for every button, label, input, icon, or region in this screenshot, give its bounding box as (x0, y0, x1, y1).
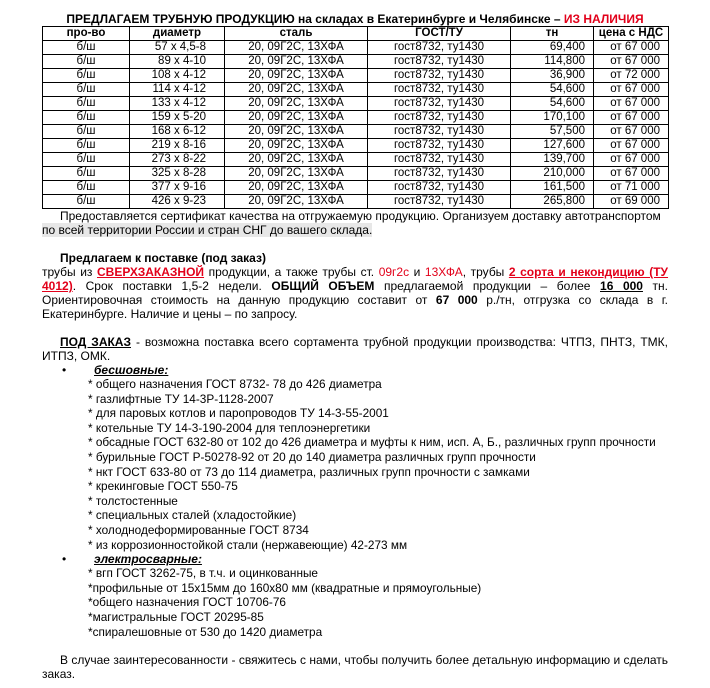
table-row (43, 153, 669, 167)
cell-tonnage: 54,600 (511, 83, 594, 97)
list-item: * газлифтные ТУ 14-3Р-1128-2007 (88, 391, 274, 406)
list-item: * из коррозионностойкой стали (нержавеющие) 42-273 мм (88, 537, 408, 552)
supply-second-grade: 2 сорта и некондицию (ТУ 4012) (42, 265, 669, 293)
stock-table (42, 26, 669, 209)
cell-standard: гост8732, ту1430 (368, 69, 511, 83)
cell-producer: б/ш (43, 97, 130, 111)
cell-producer: б/ш (43, 153, 130, 167)
order-lead: ПОД ЗАКАЗ (60, 335, 131, 349)
certificate-paragraph (42, 209, 668, 237)
list-item: *профильные от 15х15мм до 160х80 мм (квадратные и прямоугольные) (88, 580, 482, 595)
cell-diameter: 426 х 9-23 (130, 195, 225, 209)
cell-tonnage: 69,400 (511, 41, 594, 55)
cell-tonnage: 127,600 (511, 139, 594, 153)
cell-tonnage: 139,700 (511, 153, 594, 167)
offer-title (42, 12, 668, 26)
supply-text: трубы из (42, 265, 97, 279)
cell-price: от 72 000 (594, 69, 669, 83)
supply-text: , трубы (462, 265, 509, 279)
cell-tonnage: 210,000 (511, 167, 594, 181)
cell-price: от 67 000 (594, 41, 669, 55)
cell-standard: гост8732, ту1430 (368, 55, 511, 69)
supply-paragraph (42, 265, 668, 321)
list-item: *магистральные ГОСТ 20295-85 (88, 609, 264, 624)
cell-steel: 20, 09Г2С, 13ХФА (225, 167, 368, 181)
list-item: * для паровых котлов и паропроводов ТУ 14-3-55-2001 (88, 406, 389, 421)
offer-title-main: ПРЕДЛАГАЕМ ТРУБНУЮ ПРОДУКЦИЮ на складах в Екатеринбурге и Челябинске – (66, 12, 564, 26)
cell-diameter: 168 х 6-12 (130, 125, 225, 139)
cell-price: от 69 000 (594, 195, 669, 209)
table-row (43, 125, 669, 139)
list-item: * крекинговые ГОСТ 550-75 (88, 479, 238, 494)
cell-producer: б/ш (43, 41, 130, 55)
cell-producer: б/ш (43, 111, 130, 125)
cell-standard: гост8732, ту1430 (368, 83, 511, 97)
cell-standard: гост8732, ту1430 (368, 195, 511, 209)
header-diameter: диаметр (130, 27, 225, 41)
welded-heading-label: электросварные: (94, 552, 202, 567)
cell-steel: 20, 09Г2С, 13ХФА (225, 55, 368, 69)
supply-text: тн. Ориентировочная стоимость на данную продукцию составит от (42, 279, 669, 307)
table-row (43, 167, 669, 181)
cell-steel: 20, 09Г2С, 13ХФА (225, 153, 368, 167)
seamless-list (42, 363, 668, 552)
supply-price-value: 67 000 (435, 293, 478, 307)
closing-paragraph: В случае заинтересованности - свяжитесь с нами, чтобы получить более детальную информацию и сделать заказ. (42, 653, 668, 682)
list-item: * вгп ГОСТ 3262-75, в т.ч. и оцинкованные (88, 566, 318, 581)
cell-price: от 67 000 (594, 167, 669, 181)
list-item: * общего назначения ГОСТ 8732- 78 до 426 диаметра (88, 377, 382, 391)
order-paragraph (42, 335, 668, 363)
cell-tonnage: 57,500 (511, 125, 594, 139)
cell-steel: 20, 09Г2С, 13ХФА (225, 83, 368, 97)
list-item: * холоднодеформированные ГОСТ 8734 (88, 522, 309, 537)
table-header-row (43, 27, 669, 41)
table-row (43, 195, 669, 209)
cell-price: от 67 000 (594, 111, 669, 125)
header-standard: ГОСТ/ТУ (368, 27, 511, 41)
list-item: * нкт ГОСТ 633-80 от 73 до 114 диаметра, различных групп прочности с замками (88, 464, 530, 479)
cell-diameter: 89 х 4-10 (130, 55, 225, 69)
supply-heading: Предлагаем к поставке (под заказ) (60, 251, 266, 265)
table-row (43, 69, 669, 83)
list-item: * котельные ТУ 14-3-190-2004 для теплоэнергетики (88, 420, 371, 435)
supply-text: и (409, 265, 425, 279)
seamless-heading (42, 363, 668, 377)
table-row (43, 139, 669, 153)
cell-producer: б/ш (43, 195, 130, 209)
supply-steel-09g2s: 09г2с (378, 265, 410, 279)
header-price: цена с НДС (594, 27, 669, 41)
cell-diameter: 273 х 8-22 (130, 153, 225, 167)
cell-steel: 20, 09Г2С, 13ХФА (225, 69, 368, 83)
header-tonnage: тн (511, 27, 594, 41)
cell-producer: б/ш (43, 167, 130, 181)
supply-text: предлагаемой продукции – более (374, 279, 601, 293)
cell-producer: б/ш (43, 83, 130, 97)
supply-text: . Срок поставки 1,5-2 недели. (72, 279, 272, 293)
cell-diameter: 108 х 4-12 (130, 69, 225, 83)
list-item: *общего назначения ГОСТ 10706-76 (88, 595, 286, 610)
supply-overorder: СВЕРХЗАКАЗНОЙ (97, 265, 205, 279)
header-steel: сталь (225, 27, 368, 41)
cell-producer: б/ш (43, 181, 130, 195)
supply-steel-13hfa: 13ХФА (424, 265, 463, 279)
cell-producer: б/ш (43, 125, 130, 139)
cell-steel: 20, 09Г2С, 13ХФА (225, 111, 368, 125)
bullet-icon: • (62, 363, 67, 377)
cell-standard: гост8732, ту1430 (368, 139, 511, 153)
cell-diameter: 219 х 8-16 (130, 139, 225, 153)
supply-volume-value: 16 000 (600, 279, 643, 293)
table-row (43, 111, 669, 125)
cell-price: от 67 000 (594, 83, 669, 97)
cell-price: от 71 000 (594, 181, 669, 195)
list-item: * специальных сталей (хладостойкие) (88, 508, 297, 523)
cell-standard: гост8732, ту1430 (368, 41, 511, 55)
cell-price: от 67 000 (594, 97, 669, 111)
cell-steel: 20, 09Г2С, 13ХФА (225, 125, 368, 139)
cell-standard: гост8732, ту1430 (368, 181, 511, 195)
cell-producer: б/ш (43, 69, 130, 83)
cell-tonnage: 170,100 (511, 111, 594, 125)
cell-tonnage: 161,500 (511, 181, 594, 195)
cell-steel: 20, 09Г2С, 13ХФА (225, 195, 368, 209)
cell-producer: б/ш (43, 139, 130, 153)
cell-diameter: 57 х 4,5-8 (130, 41, 225, 55)
cell-tonnage: 36,900 (511, 69, 594, 83)
list-item: * толстостенные (88, 493, 178, 508)
order-text: - возможна поставка всего сортамента трубной продукции производства: ЧТПЗ, ПНТЗ, ТМК, ИТПЗ, ОМК. (42, 335, 669, 363)
bullet-icon: • (62, 552, 67, 567)
cell-price: от 67 000 (594, 55, 669, 69)
cell-diameter: 325 х 8-28 (130, 167, 225, 181)
supply-text: р./тн, отгрузка со склада в г. Екатеринбурге. Наличие и цены – по запросу. (42, 293, 668, 321)
offer-title-accent: ИЗ НАЛИЧИЯ (563, 12, 644, 26)
table-row (43, 97, 669, 111)
list-item: *спиралешовные от 530 до 1420 диаметра (88, 624, 323, 639)
cell-steel: 20, 09Г2С, 13ХФА (225, 97, 368, 111)
cell-standard: гост8732, ту1430 (368, 125, 511, 139)
cell-price: от 67 000 (594, 125, 669, 139)
cell-standard: гост8732, ту1430 (368, 153, 511, 167)
cell-tonnage: 265,800 (511, 195, 594, 209)
cell-diameter: 159 х 5-20 (130, 111, 225, 125)
table-row (43, 41, 669, 55)
header-producer: про-во (43, 27, 130, 41)
cell-price: от 67 000 (594, 153, 669, 167)
welded-list (42, 552, 668, 639)
cell-producer: б/ш (43, 55, 130, 69)
list-item: * бурильные ГОСТ Р-50278-92 от 20 до 140 диаметра различных групп прочности (88, 449, 536, 464)
cell-steel: 20, 09Г2С, 13ХФА (225, 181, 368, 195)
cell-standard: гост8732, ту1430 (368, 97, 511, 111)
cell-standard: гост8732, ту1430 (368, 111, 511, 125)
cell-tonnage: 114,800 (511, 55, 594, 69)
table-row (43, 55, 669, 69)
document-page (42, 0, 668, 681)
certificate-line-1: Предоставляется сертификат качества на отгружаемую продукцию. Организуем доставку автотранспортом (60, 209, 661, 223)
supply-total-volume: ОБЩИЙ ОБЪЕМ (271, 279, 375, 293)
cell-standard: гост8732, ту1430 (368, 167, 511, 181)
supply-text: продукции, а также трубы ст. (204, 265, 379, 279)
cell-diameter: 114 х 4-12 (130, 83, 225, 97)
certificate-line-2: по всей территории России и стран СНГ до вашего склада. (42, 223, 373, 237)
welded-heading (42, 552, 668, 566)
table-row (43, 181, 669, 195)
table-row (43, 83, 669, 97)
cell-steel: 20, 09Г2С, 13ХФА (225, 41, 368, 55)
seamless-heading-label: бесшовные: (94, 363, 169, 377)
cell-steel: 20, 09Г2С, 13ХФА (225, 139, 368, 153)
cell-price: от 67 000 (594, 139, 669, 153)
cell-diameter: 377 х 9-16 (130, 181, 225, 195)
cell-diameter: 133 х 4-12 (130, 97, 225, 111)
cell-tonnage: 54,600 (511, 97, 594, 111)
list-item: * обсадные ГОСТ 632-80 от 102 до 426 диаметра и муфты к ним, исп. А, Б., различных групп прочности (88, 435, 656, 450)
